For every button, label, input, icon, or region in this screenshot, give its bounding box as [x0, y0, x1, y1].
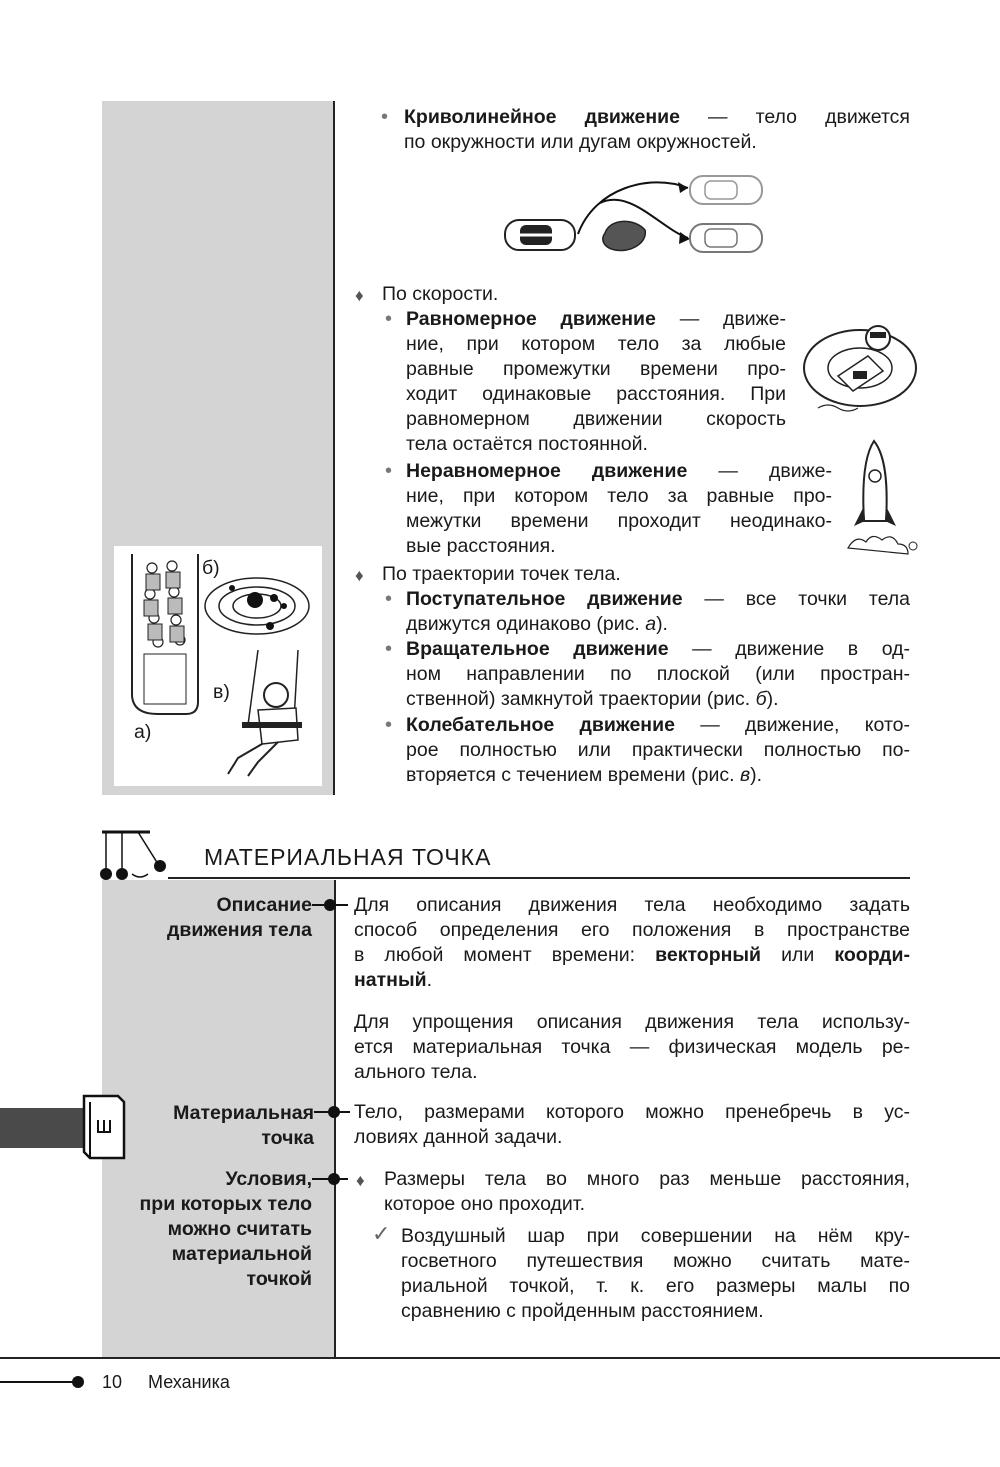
page-bottom-rule — [0, 1357, 1000, 1359]
by-trajectory-heading: По траектории точек тела. — [382, 563, 621, 585]
conditions-label: Условия, при которых тело можно считать материальной точкой — [139, 1168, 312, 1290]
newtons-cradle-icon — [98, 828, 178, 882]
oscillatory-motion-item: Колебательное движение — движение, кото- рое полностью или практически полностью по- вторяется с течением времени (рис. в). — [406, 714, 910, 786]
material-point-definition: Тело, размерами которого можно пренебречь в ус- ловиях данной задачи. — [354, 1101, 910, 1148]
escalator-illustration — [128, 554, 200, 718]
footer-section-name: Механика — [148, 1372, 230, 1392]
description-label: Описание движения тела — [167, 894, 312, 941]
connector-dot-icon — [314, 1102, 350, 1122]
figure-label-b: б) — [202, 557, 220, 579]
description-paragraph-2: Для упрощения описания движения тела использу- ется материальная точка — физическая модель ре- ального тела. — [354, 1011, 910, 1083]
person-on-float-ring-illustration — [798, 316, 923, 416]
column-divider-top — [333, 101, 335, 795]
translational-motion-item: Поступательное движение — все точки тела движутся одинаково (рис. а). — [406, 588, 910, 635]
motion-types-figure — [114, 546, 322, 786]
checkmark-icon: ✓ — [372, 1221, 391, 1246]
material-point-label: Материальная точка — [173, 1102, 314, 1149]
car-icon — [690, 224, 762, 252]
description-paragraph-1: Для описания движения тела необходимо задать способ определения его положения в пространстве в любой момент времени: векторный или коорди- натный. — [354, 894, 910, 991]
footer-line-dot-icon — [0, 1373, 88, 1391]
diamond-bullet-icon: ♦ — [355, 286, 364, 305]
diamond-bullet-icon: ♦ — [356, 1171, 365, 1190]
bullet-dot: • — [385, 638, 393, 660]
bullet-dot: • — [385, 460, 393, 482]
car-icon — [690, 176, 762, 204]
connector-dot-icon — [312, 895, 348, 915]
cars-curved-path-illustration — [500, 168, 775, 258]
obstacle-rock-icon — [603, 221, 645, 250]
swinging-person-illustration — [218, 650, 318, 780]
by-speed-heading: По скорости. — [382, 283, 499, 305]
diamond-bullet-icon: ♦ — [355, 566, 364, 585]
condition-example: Воздушный шар при совершении на нём кру- госветного путешествия можно считать мате- риальной точкой, т. к. его размеры малы по сравнению с пройденным расстоянием. — [401, 1225, 910, 1322]
section-header-rule — [168, 877, 910, 879]
car-icon — [505, 220, 575, 250]
rocket-launch-illustration — [838, 436, 923, 561]
figure-label-v: в) — [213, 681, 230, 703]
rotational-motion-item: Вращательное движение — движение в од- ном направлении по плоской (или простран- ственной) замкнутой траектории (рис. б). — [406, 638, 910, 710]
section-title: МАТЕРИАЛЬНАЯ ТОЧКА — [204, 844, 492, 870]
connector-dot-icon — [312, 1169, 348, 1189]
book-icon — [80, 1092, 128, 1162]
bullet-dot: • — [385, 588, 393, 610]
solar-system-illustration — [202, 576, 312, 638]
curvilinear-item: Криволинейное движение — тело движется по окружности или дугам окружностей. — [404, 106, 910, 153]
bullet-dot: • — [385, 714, 393, 736]
bullet-dot: • — [381, 106, 389, 128]
bullet-dot: • — [385, 308, 393, 330]
uniform-motion-item: Равномерное движение — движе- ние, при котором тело за любые равные промежутки времени про- ходит одинаковые расстояния. При равномерном движении скорость тела остаётся постоянной. — [406, 308, 787, 455]
nonuniform-motion-item: Неравномерное движение — движе- ние, при котором тело за равные про- межутки времени проходит неодинако- вые расстояния. — [406, 460, 832, 557]
page-number: 10 — [102, 1372, 123, 1392]
condition-item: Размеры тела во много раз меньше расстояния, которое оно проходит. — [384, 1168, 910, 1215]
figure-label-a: а) — [134, 721, 152, 743]
